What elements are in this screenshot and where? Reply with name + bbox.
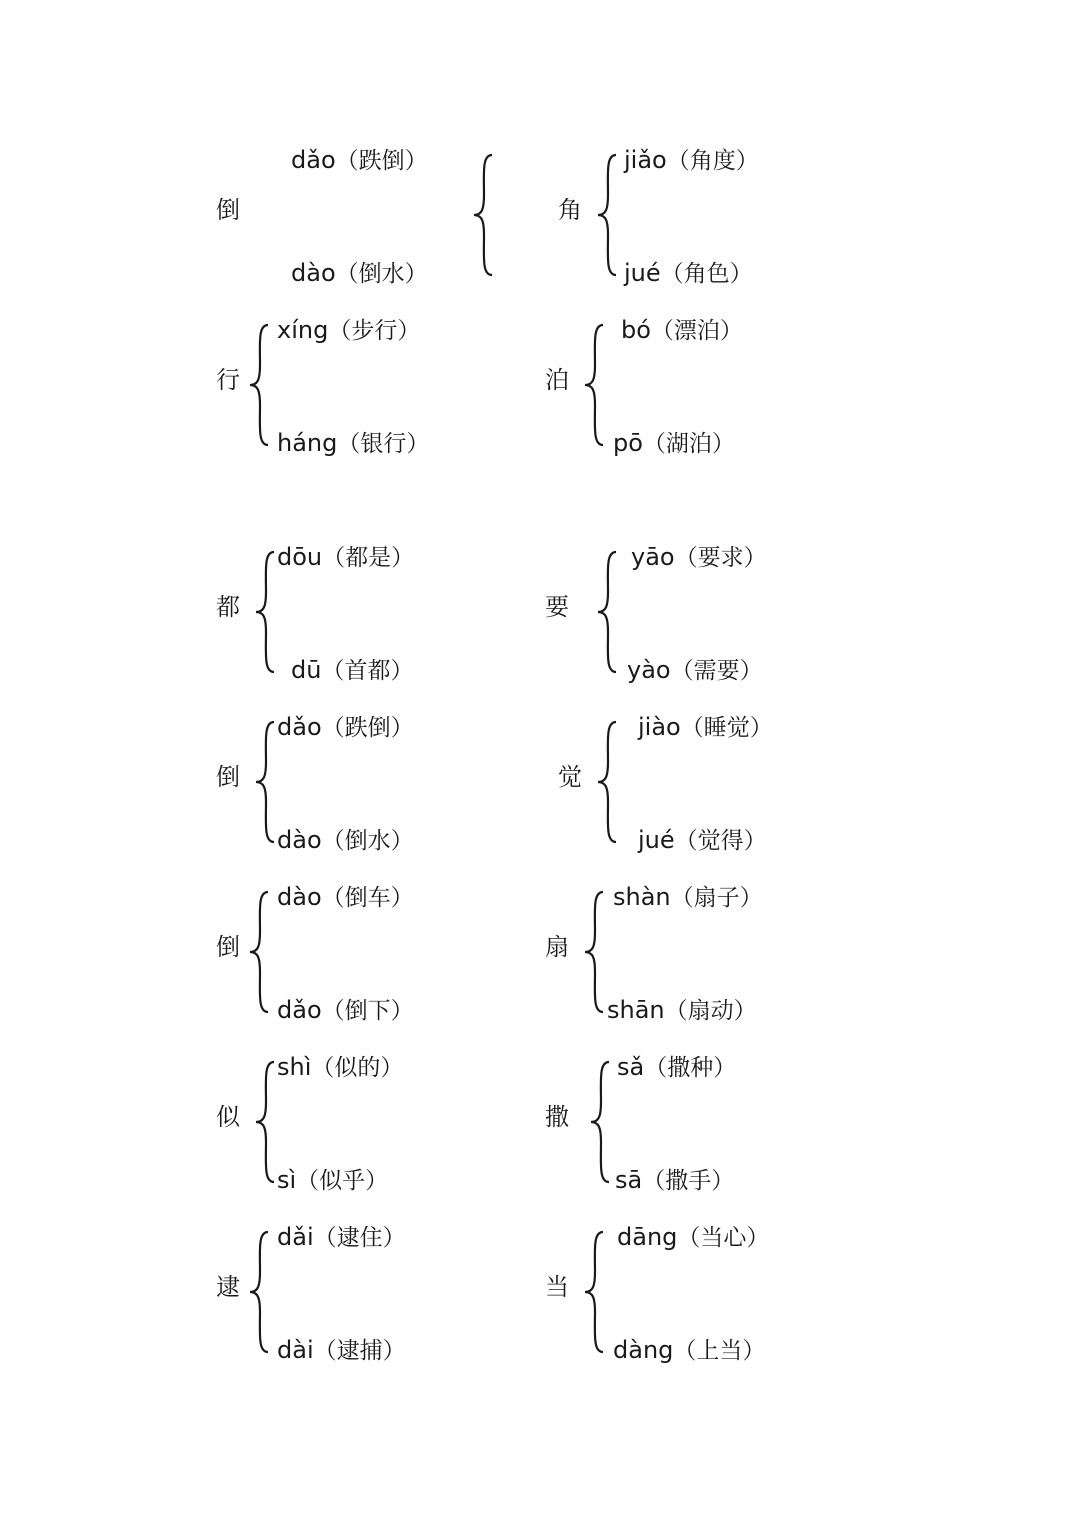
example-word: （撒手） — [642, 1168, 735, 1194]
polyphone-character: 倒 — [216, 196, 240, 224]
pinyin: shì — [277, 1053, 312, 1081]
example-word: （扇子） — [670, 885, 763, 911]
pinyin: sā — [615, 1166, 643, 1194]
curly-brace-icon — [579, 1222, 611, 1362]
pinyin: shàn — [613, 883, 671, 911]
pinyin: yāo — [631, 543, 675, 571]
curly-brace-icon — [592, 145, 624, 285]
pinyin: dào — [277, 826, 322, 854]
pinyin: bó — [621, 316, 651, 344]
reading-first — [613, 882, 763, 915]
polyphone-character: 都 — [216, 593, 240, 621]
example-word: （逮住） — [313, 1225, 406, 1251]
example-word: （倒水） — [321, 828, 414, 854]
curly-brace-icon — [244, 882, 276, 1022]
pinyin: pō — [613, 429, 643, 457]
pinyin: jiào — [638, 713, 681, 741]
reading-second — [613, 428, 735, 461]
polyphone-character: 似 — [216, 1103, 240, 1131]
example-word: （扇动） — [664, 998, 757, 1024]
pinyin: dào — [277, 883, 322, 911]
example-word: （湖泊） — [642, 431, 735, 457]
reading-second — [615, 1165, 734, 1198]
pinyin: yào — [627, 656, 671, 684]
example-word: （要求） — [674, 545, 767, 571]
pinyin: jiǎo — [624, 146, 667, 174]
example-word: （当心） — [677, 1225, 770, 1251]
reading-first — [617, 1222, 769, 1255]
example-word: （倒下） — [321, 998, 414, 1024]
polyphone-character: 角 — [558, 196, 582, 224]
reading-first — [277, 712, 414, 745]
pinyin: dǎo — [277, 713, 322, 741]
reading-second — [613, 1335, 765, 1368]
polyphone-entry — [216, 882, 536, 1022]
polyphone-character: 当 — [545, 1273, 569, 1301]
polyphone-entry — [545, 1222, 865, 1362]
example-word: （逮捕） — [313, 1338, 406, 1364]
polyphone-entry — [545, 315, 865, 455]
reading-first — [624, 145, 759, 178]
polyphone-entry — [545, 542, 865, 682]
example-word: （睡觉） — [680, 715, 773, 741]
reading-first — [277, 315, 420, 348]
reading-first — [277, 1222, 406, 1255]
polyphone-character: 倒 — [216, 933, 240, 961]
example-word: （上当） — [673, 1338, 766, 1364]
polyphone-entry — [216, 542, 536, 682]
curly-brace-icon — [244, 315, 276, 455]
example-word: （似的） — [311, 1055, 404, 1081]
pinyin: dài — [277, 1336, 314, 1364]
reading-first — [631, 542, 767, 575]
curly-brace-icon — [244, 1222, 276, 1362]
example-word: （角度） — [666, 148, 759, 174]
reading-second — [291, 258, 428, 291]
polyphone-entry — [216, 145, 536, 285]
polyphone-entry — [216, 1222, 536, 1362]
pinyin: shān — [607, 996, 665, 1024]
example-word: （需要） — [670, 658, 763, 684]
pinyin: dū — [291, 656, 322, 684]
reading-second — [277, 995, 414, 1028]
example-word: （角色） — [660, 261, 753, 287]
reading-second — [638, 825, 767, 858]
polyphone-character: 觉 — [558, 763, 582, 791]
reading-second — [277, 825, 414, 858]
polyphone-entry — [558, 712, 878, 852]
example-word: （银行） — [337, 431, 430, 457]
example-word: （倒车） — [321, 885, 414, 911]
pinyin: háng — [277, 429, 338, 457]
example-word: （倒水） — [335, 261, 428, 287]
polyphone-entry — [558, 145, 878, 285]
example-word: （都是） — [322, 545, 415, 571]
example-word: （漂泊） — [650, 318, 743, 344]
curly-brace-icon — [585, 1052, 617, 1192]
reading-first — [621, 315, 743, 348]
polyphone-character: 逮 — [216, 1273, 240, 1301]
curly-brace-icon — [592, 542, 624, 682]
polyphone-character: 倒 — [216, 763, 240, 791]
polyphone-entry — [216, 712, 536, 852]
reading-first — [617, 1052, 736, 1085]
reading-first — [291, 145, 428, 178]
reading-first — [277, 1052, 403, 1085]
curly-brace-icon — [579, 315, 611, 455]
pinyin: jué — [638, 826, 675, 854]
pinyin: dào — [291, 259, 336, 287]
reading-first — [638, 712, 773, 745]
polyphone-character: 行 — [216, 366, 240, 394]
polyphone-entry — [545, 1052, 865, 1192]
curly-brace-icon — [468, 145, 500, 285]
curly-brace-icon — [592, 712, 624, 852]
polyphone-character: 泊 — [545, 366, 569, 394]
example-word: （似乎） — [296, 1168, 389, 1194]
example-word: （首都） — [321, 658, 414, 684]
pinyin: dǎi — [277, 1223, 314, 1251]
reading-second — [291, 655, 413, 688]
polyphone-character: 扇 — [545, 933, 569, 961]
reading-second — [607, 995, 757, 1028]
reading-second — [627, 655, 763, 688]
pinyin: sì — [277, 1166, 297, 1194]
example-word: （撒种） — [644, 1055, 737, 1081]
reading-second — [277, 1335, 406, 1368]
pinyin: dàng — [613, 1336, 674, 1364]
reading-first — [277, 882, 414, 915]
pinyin: sǎ — [617, 1053, 645, 1081]
example-word: （步行） — [328, 318, 421, 344]
polyphone-entry — [216, 1052, 536, 1192]
pinyin: dǎo — [277, 996, 322, 1024]
reading-second — [277, 1165, 388, 1198]
example-word: （跌倒） — [335, 148, 428, 174]
polyphone-entry — [216, 315, 536, 455]
reading-second — [624, 258, 753, 291]
polyphone-entry — [545, 882, 865, 1022]
pinyin: jué — [624, 259, 661, 287]
example-word: （觉得） — [674, 828, 767, 854]
reading-second — [277, 428, 429, 461]
pinyin: dōu — [277, 543, 323, 571]
pinyin: xíng — [277, 316, 329, 344]
example-word: （跌倒） — [321, 715, 414, 741]
polyphone-character: 撒 — [545, 1103, 569, 1131]
pinyin: dǎo — [291, 146, 336, 174]
pinyin: dāng — [617, 1223, 678, 1251]
reading-first — [277, 542, 414, 575]
polyphone-character: 要 — [545, 593, 569, 621]
